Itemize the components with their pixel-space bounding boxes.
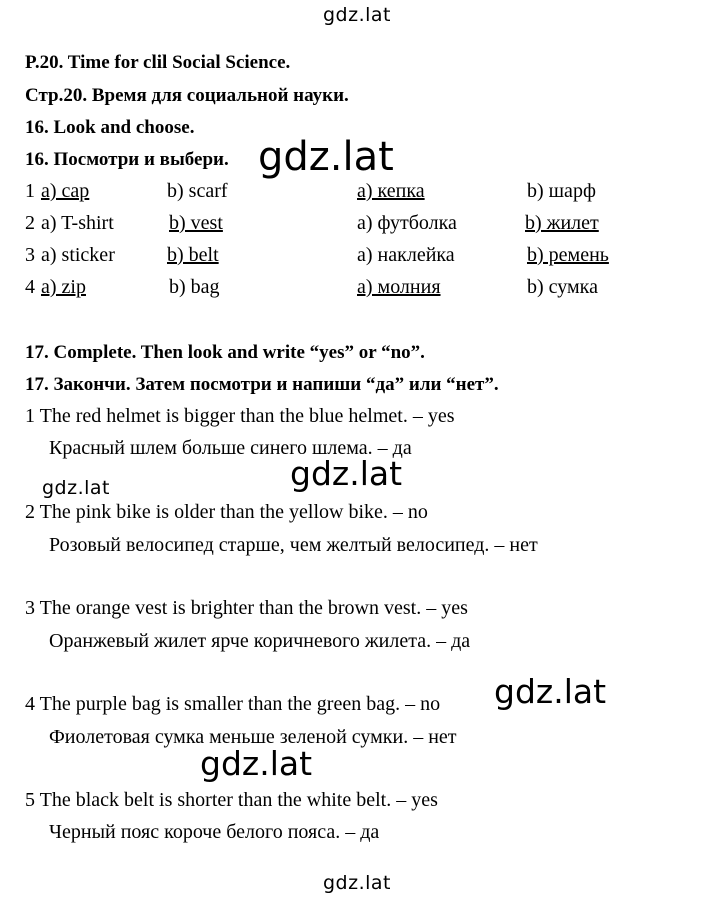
ex17-item-en: 3 The orange vest is brighter than the brown vest. – yes <box>25 597 468 619</box>
ex16-option-b: b) bag <box>169 276 220 298</box>
ex16-ru-option-a: а) наклейка <box>357 244 455 266</box>
watermark-bottom: gdz.lat <box>323 872 392 894</box>
ex17-item-ru: Красный шлем больше синего шлема. – да <box>49 437 412 459</box>
ex16-ru-option-b-selected: b) ремень <box>527 244 609 266</box>
ex16-title-en: 16. Look and choose. <box>25 117 195 138</box>
ex17-item-ru: Оранжевый жилет ярче коричневого жилета. – да <box>49 630 471 652</box>
ex16-option-a: a) sticker <box>41 244 115 266</box>
watermark-large-4: gdz.lat <box>200 744 313 783</box>
ex17-item-en: 2 The pink bike is older than the yellow bike. – no <box>25 501 428 523</box>
ex17-item-en: 1 The red helmet is bigger than the blue helmet. – yes <box>25 405 455 427</box>
page-title-ru: Стр.20. Время для социальной науки. <box>25 85 349 106</box>
ex16-ru-option-a-selected: а) молния <box>357 276 441 298</box>
ex16-option-a-selected: a) zip <box>41 276 86 298</box>
ex17-title-ru: 17. Закончи. Затем посмотри и напиши “да” или “нет”. <box>25 374 499 395</box>
ex16-option-a-selected: a) cap <box>41 180 90 202</box>
page-title-en: P.20. Time for clil Social Science. <box>25 52 291 73</box>
ex17-title-en: 17. Complete. Then look and write “yes” or “no”. <box>25 342 425 363</box>
watermark-large-2: gdz.lat <box>290 454 403 493</box>
ex17-item-ru: Розовый велосипед старше, чем желтый велосипед. – нет <box>49 534 538 556</box>
ex16-row-number: 1 <box>25 180 35 202</box>
ex16-ru-option-b: b) шарф <box>527 180 596 202</box>
ex16-ru-option-b-selected: b) жилет <box>525 212 599 234</box>
ex17-item-en: 5 The black belt is shorter than the white belt. – yes <box>25 789 438 811</box>
ex16-option-b-selected: b) belt <box>167 244 219 266</box>
ex17-item-en: 4 The purple bag is smaller than the green bag. – no <box>25 693 441 715</box>
ex16-title-ru: 16. Посмотри и выбери. <box>25 149 229 170</box>
ex16-row-number: 3 <box>25 244 35 266</box>
ex16-option-a: a) T-shirt <box>41 212 114 234</box>
watermark-large-3: gdz.lat <box>494 672 607 711</box>
ex16-row-number: 4 <box>25 276 35 298</box>
ex17-item-ru: Фиолетовая сумка меньше зеленой сумки. – нет <box>49 726 457 748</box>
ex17-item-ru: Черный пояс короче белого пояса. – да <box>49 821 380 843</box>
ex16-ru-option-a-selected: а) кепка <box>357 180 425 202</box>
ex16-ru-option-b: b) сумка <box>527 276 598 298</box>
watermark-top: gdz.lat <box>323 4 392 26</box>
ex16-ru-option-a: а) футболка <box>357 212 457 234</box>
watermark-large-1: gdz.lat <box>258 134 394 180</box>
ex16-option-b: b) scarf <box>167 180 228 202</box>
ex16-row-number: 2 <box>25 212 35 234</box>
watermark-small-left: gdz.lat <box>42 477 111 499</box>
ex16-option-b-selected: b) vest <box>169 212 223 234</box>
